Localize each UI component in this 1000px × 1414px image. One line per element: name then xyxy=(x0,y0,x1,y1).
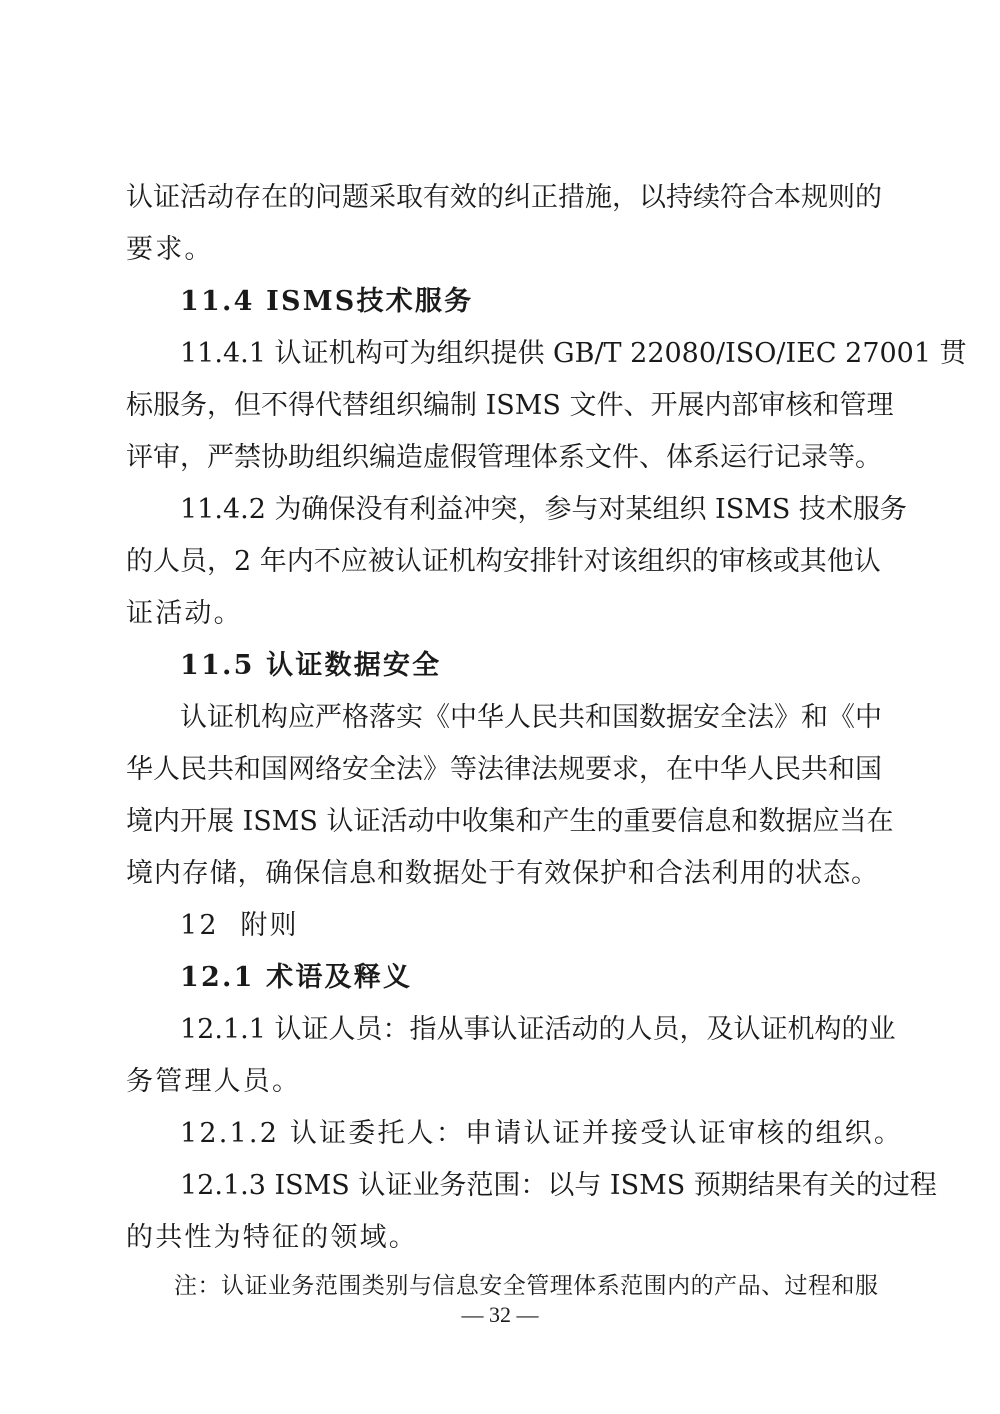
section-heading-12-1: 12.1 术语及释义 xyxy=(180,962,413,993)
paragraph-line: 11.4.2 为确保没有利益冲突，参与对某组织 ISMS 技术服务 xyxy=(180,494,907,525)
paragraph-line: 证活动。 xyxy=(126,598,243,629)
paragraph-line: 境内开展 ISMS 认证活动中收集和产生的重要信息和数据应当在 xyxy=(126,806,894,837)
paragraph-line: 的人员，2 年内不应被认证机构安排针对该组织的审核或其他认 xyxy=(126,546,881,577)
page-number: — 32 — xyxy=(461,1302,539,1327)
paragraph-line: 12.1.3 ISMS 认证业务范围：以与 ISMS 预期结果有关的过程 xyxy=(180,1170,937,1201)
paragraph-line: 12.1.1 认证人员：指从事认证活动的人员，及认证机构的业 xyxy=(180,1014,896,1045)
paragraph-line: 要求。 xyxy=(126,234,214,265)
paragraph-line: 认证机构应严格落实《中华人民共和国数据安全法》和《中 xyxy=(180,702,882,733)
paragraph-line: 标服务，但不得代替组织编制 ISMS 文件、开展内部审核和管理 xyxy=(126,390,894,421)
paragraph-line: 认证活动存在的问题采取有效的纠正措施，以持续符合本规则的 xyxy=(126,182,882,213)
paragraph-line: 评审，严禁协助组织编造虚假管理体系文件、体系运行记录等。 xyxy=(126,442,882,473)
footnote-note: 注：认证业务范围类别与信息安全管理体系范围内的产品、过程和服 xyxy=(174,1273,878,1299)
chapter-heading-12: 12 附则 xyxy=(180,910,299,941)
document-body xyxy=(126,172,967,1308)
paragraph-line: 华人民共和国网络安全法》等法律法规要求，在中华人民共和国 xyxy=(126,754,882,785)
paragraph-line: 务管理人员。 xyxy=(126,1066,302,1097)
paragraph-line: 的共性为特征的领域。 xyxy=(126,1222,418,1253)
paragraph-line: 12.1.2 认证委托人：申请认证并接受认证审核的组织。 xyxy=(180,1118,904,1149)
section-heading-11-5: 11.5 认证数据安全 xyxy=(180,650,442,681)
section-heading-11-4: 11.4 ISMS技术服务 xyxy=(180,286,474,317)
paragraph-line: 境内存储，确保信息和数据处于有效保护和合法利用的状态。 xyxy=(126,858,878,889)
paragraph-line: 11.4.1 认证机构可为组织提供 GB/T 22080/ISO/IEC 27001 贯 xyxy=(180,338,967,369)
